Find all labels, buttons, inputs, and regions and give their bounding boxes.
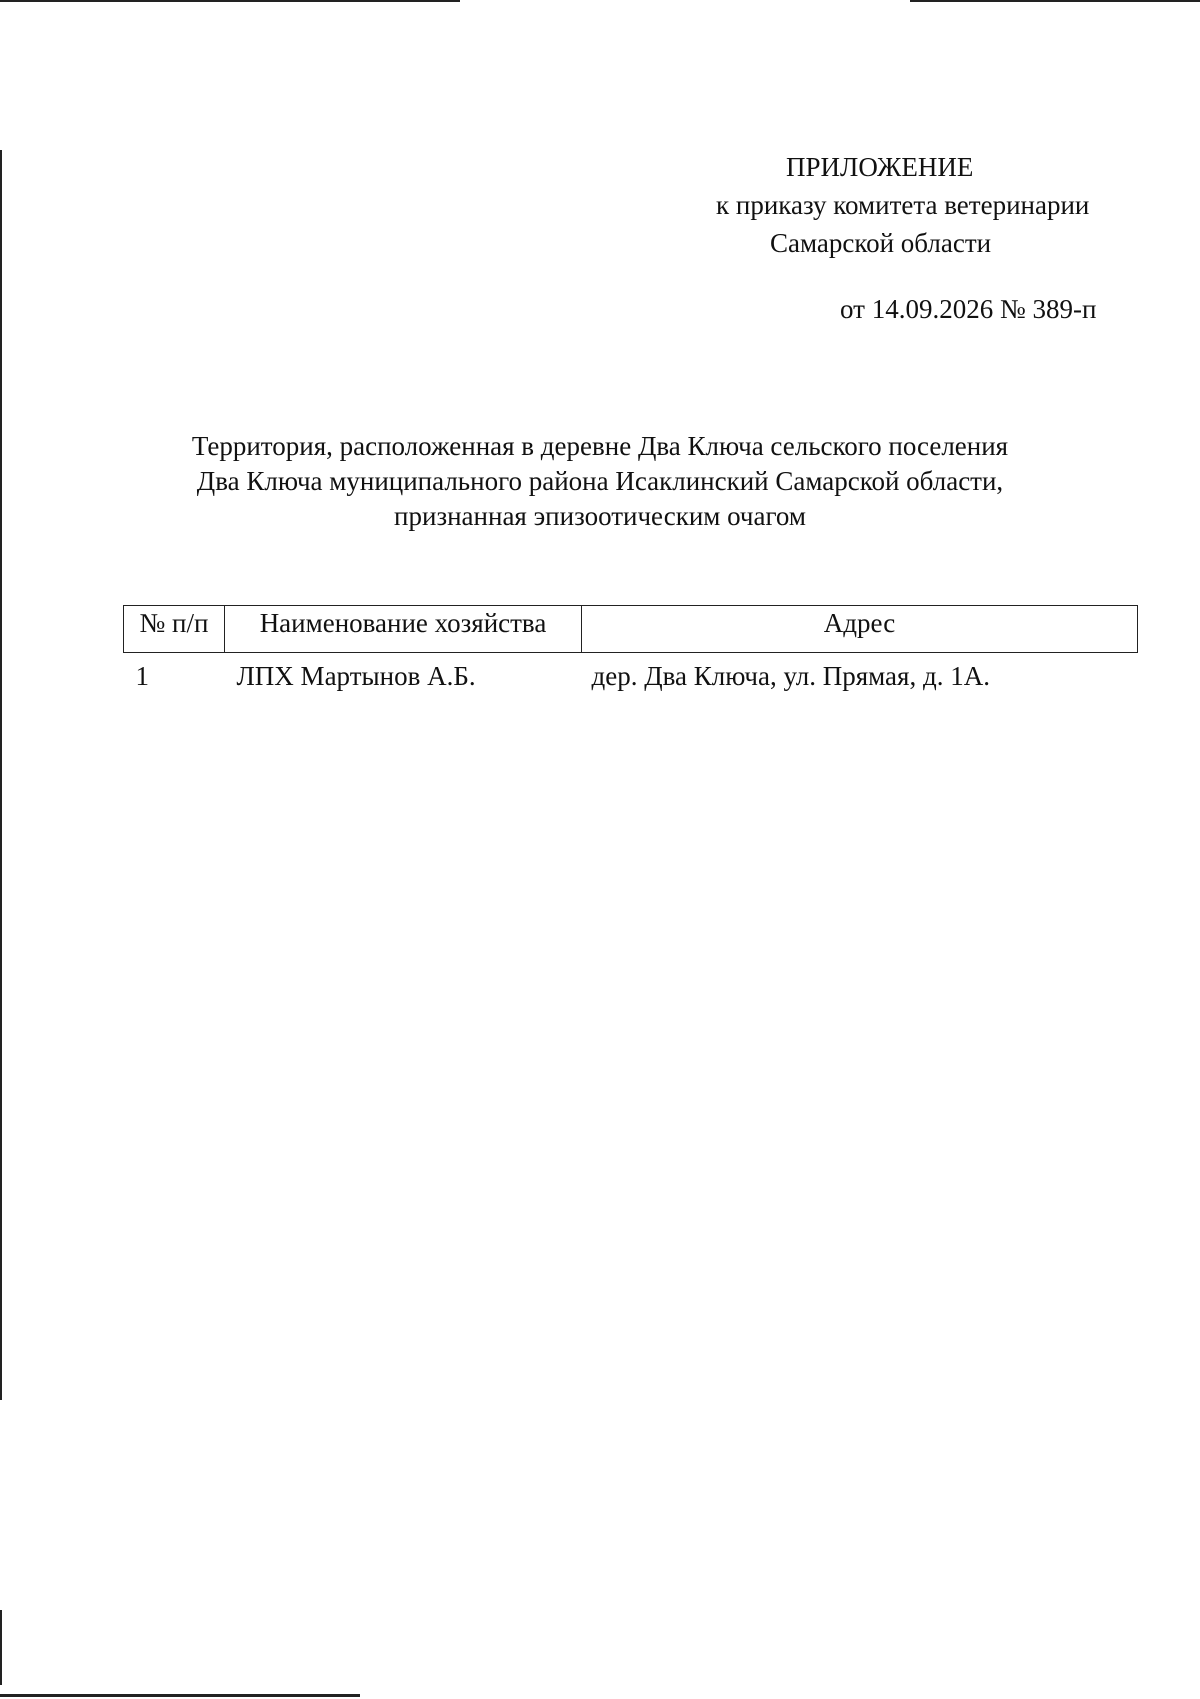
scan-edge-left xyxy=(0,150,2,1400)
scan-edge-top-right xyxy=(910,0,1200,2)
document-heading xyxy=(150,429,1050,534)
appendix-date-number: от 14.09.2026 № 389-п xyxy=(840,294,1097,324)
header-address: Адрес xyxy=(582,606,1138,653)
heading-line-3: признанная эпизоотическим очагом xyxy=(394,501,806,531)
households-table xyxy=(123,605,1138,692)
scan-edge-top-left xyxy=(0,0,460,2)
row-address: дер. Два Ключа, ул. Прямая, д. 1А. xyxy=(591,661,990,691)
row-num: 1 xyxy=(135,661,149,691)
scan-edge-left-bottom xyxy=(0,1610,2,1685)
table-header-row xyxy=(124,606,1138,653)
table-row xyxy=(124,653,1138,693)
row-name: ЛПХ Мартынов А.Б. xyxy=(236,661,476,691)
appendix-order-ref: к приказу комитета ветеринарии xyxy=(716,190,1090,220)
appendix-region: Самарской области xyxy=(770,228,992,258)
appendix-title: ПРИЛОЖЕНИЕ xyxy=(786,152,974,182)
heading-line-1: Территория, расположенная в деревне Два Ключа сельского поселения xyxy=(191,431,1009,461)
header-name: Наименование хозяйства xyxy=(225,606,582,653)
heading-line-2: Два Ключа муниципального района Исаклинский Самарской области, xyxy=(196,466,1004,496)
scan-edge-bottom xyxy=(0,1694,360,1697)
appendix-block xyxy=(700,148,1120,328)
header-num: № п/п xyxy=(124,606,225,653)
